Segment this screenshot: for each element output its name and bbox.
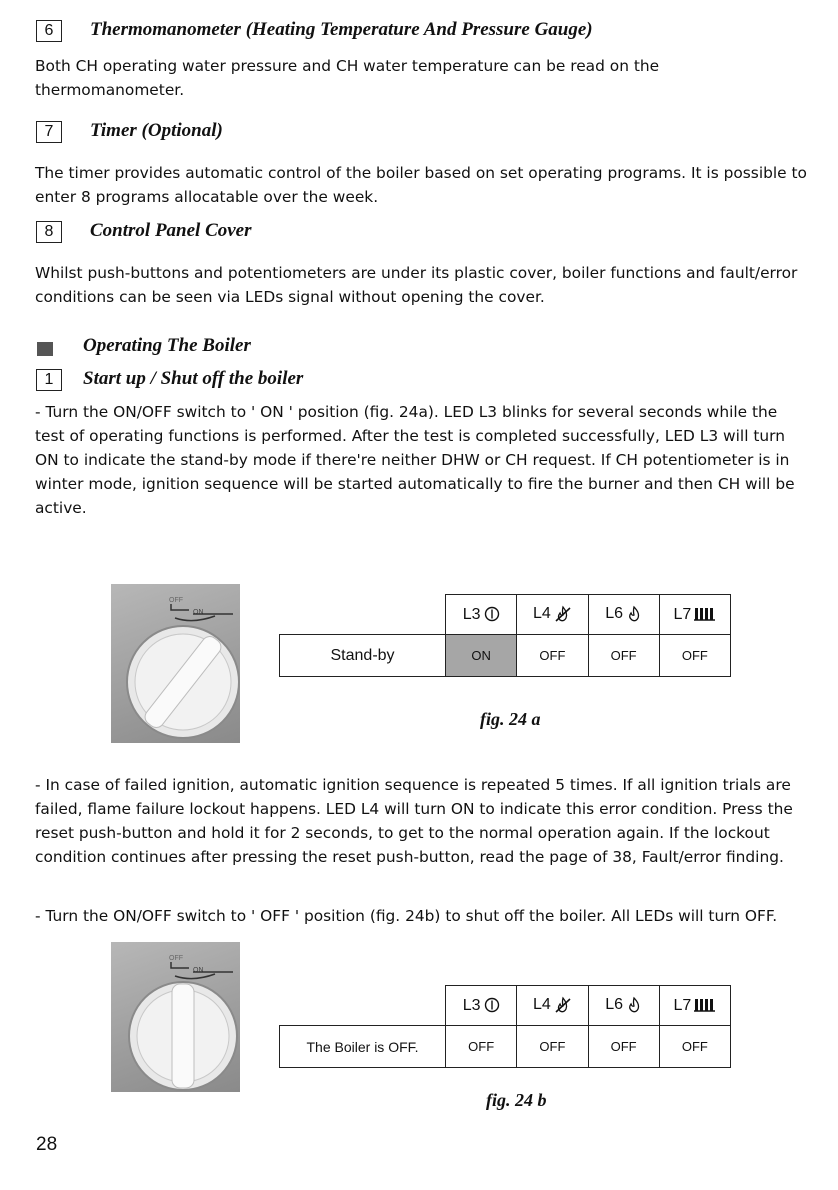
square-bullet-icon	[37, 342, 53, 356]
knob-on-label: ON	[193, 609, 204, 616]
led-header-l6: L6	[588, 595, 659, 635]
on-off-knob-icon	[111, 942, 240, 1092]
section-title-thermomanometer: Thermomanometer (Heating Temperature And Pressure Gauge)	[90, 19, 593, 40]
led-header-l7: L7	[659, 595, 730, 635]
section-number-8: 8	[36, 221, 62, 243]
led-value-l7: OFF	[659, 635, 730, 677]
section-body-start-up: - Turn the ON/OFF switch to ' ON ' position (fig. 24a). LED L3 blinks for several seconds while the test of operating functions is performed. After the test is completed successfully, LED L3 will turn ON to indicate the stand-by mode if there're neither DHW or CH request. If CH potentiometer is in winter mode, ignition sequence will be started automatically to fire the burner and then CH will be active.	[35, 403, 795, 517]
flame-lockout-icon	[554, 605, 572, 623]
led-value-l6: OFF	[588, 635, 659, 677]
flame-icon	[626, 605, 642, 623]
section-title-operating: Operating The Boiler	[83, 335, 251, 356]
section-number-6: 6	[36, 20, 62, 42]
on-off-knob-icon	[111, 584, 240, 743]
led-value-l7: OFF	[659, 1026, 730, 1068]
on-off-switch-photo-on	[111, 584, 240, 743]
radiator-icon	[694, 606, 716, 622]
figure-caption-24a: fig. 24 a	[480, 709, 541, 729]
led-value-l3: ON	[446, 635, 517, 677]
led-header-l3: L3	[446, 595, 517, 635]
flame-icon	[626, 996, 642, 1014]
figure-caption-24b: fig. 24 b	[486, 1090, 547, 1110]
led-header-l7: L7	[659, 986, 730, 1026]
led-header-l3: L3	[446, 986, 517, 1026]
led-value-l4: OFF	[517, 635, 588, 677]
row-label-boiler-off: The Boiler is OFF.	[280, 1026, 446, 1068]
section-title-timer: Timer (Optional)	[90, 120, 223, 141]
radiator-icon	[694, 997, 716, 1013]
section-body-timer: The timer provides automatic control of the boiler based on set operating programs. It is possible to enter 8 programs allocatable over the week.	[35, 164, 807, 206]
led-value-l4: OFF	[517, 1026, 588, 1068]
knob-on-label: ON	[193, 967, 204, 974]
knob-off-label: OFF	[169, 597, 183, 604]
power-icon	[484, 997, 500, 1013]
flame-lockout-icon	[554, 996, 572, 1014]
led-header-l6: L6	[588, 986, 659, 1026]
on-off-switch-photo-off	[111, 942, 240, 1092]
paragraph-shut-off: - Turn the ON/OFF switch to ' OFF ' position (fig. 24b) to shut off the boiler. All LEDs will turn OFF.	[35, 907, 778, 925]
led-table-24a	[279, 594, 731, 677]
power-icon	[484, 606, 500, 622]
paragraph-failed-ignition: - In case of failed ignition, automatic ignition sequence is repeated 5 times. If all ignition trials are failed, flame failure lockout happens. LED L4 will turn ON to indicate this error condition. Press the reset push-button and hold it for 2 seconds, to get to the normal operation again. If the lockout condition continues after pressing the reset push-button, read the page of 38, Fault/error finding.	[35, 776, 793, 866]
section-number-7: 7	[36, 121, 62, 143]
section-title-control-panel-cover: Control Panel Cover	[90, 220, 252, 241]
row-label-stand-by: Stand-by	[280, 635, 446, 677]
section-body-thermomanometer: Both CH operating water pressure and CH water temperature can be read on the thermomanometer.	[35, 57, 660, 99]
knob-off-label: OFF	[169, 955, 183, 962]
led-header-l4: L4	[517, 595, 588, 635]
led-value-l6: OFF	[588, 1026, 659, 1068]
section-number-1: 1	[36, 369, 62, 391]
led-header-l4: L4	[517, 986, 588, 1026]
led-value-l3: OFF	[446, 1026, 517, 1068]
led-table-24b	[279, 985, 731, 1068]
section-body-control-panel-cover: Whilst push-buttons and potentiometers are under its plastic cover, boiler functions and fault/error conditions can be seen via LEDs signal without opening the cover.	[35, 264, 798, 306]
page-number: 28	[36, 1134, 58, 1155]
section-title-start-up: Start up / Shut off the boiler	[83, 368, 304, 389]
